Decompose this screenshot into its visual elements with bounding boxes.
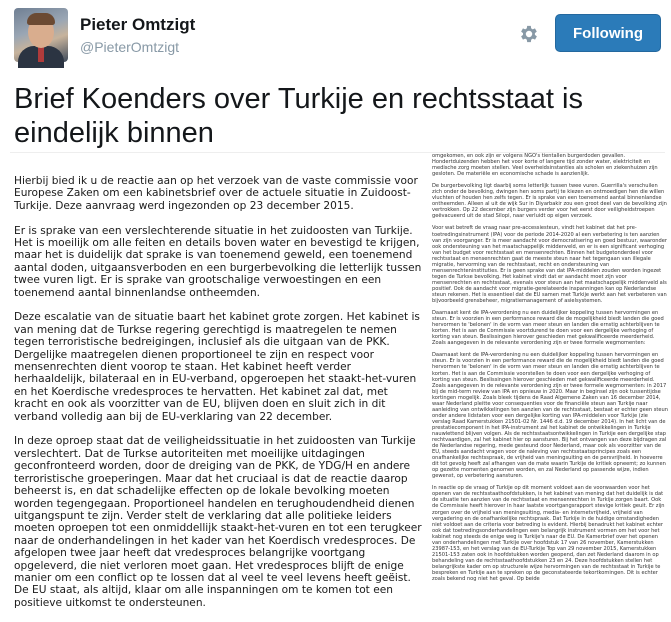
avatar[interactable] bbox=[14, 8, 68, 62]
letter-page-main bbox=[14, 175, 422, 622]
letter-paragraph: Hierbij bied ik u de reactie aan op het verzoek van de vaste commissie voor Europese Zaken om een kabinetsbrief over de actuele situatie in Zuidoost-Turkije. Deze aanvraag werd ingezonden op 23 december 2015. bbox=[14, 175, 418, 212]
letter-page-side bbox=[432, 153, 668, 588]
side-paragraph: Daarnaast kent de IPA-verordening nu een duidelijker koppeling tussen hervormingen en steun. Er is voorzien in een performance reward die de mogelijkheid biedt landen die goed hervormen te 'belonen' in de vorm van meer steun en landen die ernstig achterblijven te korten. Het is aan de Commissie voortdurend te doen voor een dergelijke verhoging of korting van steun. Beslissingen hierover geschieden met gekwalificeerde meerderheid. Zoals aangegeven in de relevante verordening zijn er twee formele wegmomenten: bbox=[432, 310, 664, 347]
gear-icon-svg bbox=[518, 23, 540, 45]
side-paragraph: In reactie op de vraag of Turkije op dit moment voldoet aan de voorwaarden voor het openen van de rechtsstaathoofdstukken, is het kabinet van mening dat het duidelijk is dat de situatie ten aanzien van de rechtsstaat en mensenrechten in Turkije zorgen baart. Ook de Commissie heeft hierover in haar laatste voortgangsrapport stevige kritiek geuit. Er zijn zorgen over de vrijheid van meningsuiting, media- en internetvrijheid, vrijheid van vergadering en de onafhankelijke rechtspraak. Dat Turkije in de huidige omstandigheden niet voldoet aan de criteria voor betreding is evident. Hierbij benadrukt het kabinet echter ook dat toetredingsonderhandelingen een belangrijk instrument vormen om het voor het kabinet nog steeds de enige weg is Turkije's naar de EU. De Kamerbrief over het openen van onderhandelingen met Turkije over hoofdstuk 17 van 26 november, Kamerstukken 23987-153, en het verslag van de EU-Turkije Top van 29 november 2015, Kamerstukken 21501-153 zaten ook in hoofdstukken worden geopend, dan zet Nederland daarom in op behandeling van de rechtsstaathoofdstukken 23 en 24. Deze hoofdstukken stellen het belangrijkste kader om op structurele wijze hervormingen van de rechtsstaat in Turkije te bespreken en Turkije aan te spreken op de geconstateerde tekortkomingen. Dit is echter zoals bekend nog niet het geval. Op beide bbox=[432, 485, 665, 583]
letter-paragraph: Deze escalatie van de situatie baart het kabinet grote zorgen. Het kabinet is van mening dat de Turkse regering gerechtigd is maatregelen te nemen tegen terroristische bedreigingen, inclusief als die uitgaan van de PKK. Dergelijke maatregelen dienen proportioneel te zijn en respect voor mensenrechten dient voorop te staan. Het kabinet heeft verder herhaaldelijk, bilateraal en in EU-verband, opgeroepen het staakt-het-vuren en het Koerdische vredesproces te hervatten. Het kabinet zal dat, met kracht en ook als voorzitter van de EU, blijven doen en sluit zich in dit verband volledig aan bij de EU-verklaring van 22 december. bbox=[14, 311, 420, 423]
avatar-tie bbox=[38, 46, 44, 62]
side-paragraph: omgekomen, en ook zijn er volgens NGO's tientallen burgerdoden gevallen. Hondertduizenden hebben het voor korte of langere tijd zonder water, elektriciteit en medische zorg moeten stellen. Veel overheidsinstanties als scholen en ziekenhuizen zijn gesloten. De materiële en economische schade is aanzienlijk. bbox=[432, 153, 658, 178]
following-button[interactable]: Following bbox=[555, 14, 661, 52]
tweet-header bbox=[14, 8, 661, 64]
letter-paragraph: In deze oproep staat dat de veiligheidssituatie in het zuidoosten van Turkije verslechtert. Dat de Turkse autoriteiten met moeilijke uitdagingen geconfronteerd worden, door de dreiging van de PKK, de YDG/H en andere terroristische groeperingen. Maar dat het cruciaal is dat de reactie daarop beheerst is, en dat schadelijke effecten op de lokale bevolking moeten worden tegengegaan. Proportioneel handelen en terughoudendheid dienen uitgangspunt te zijn. Verder stelt de verklaring dat alle politieke leiders moeten oproepen tot een onmiddellijk staakt-het-vuren en tot een terugkeer naar de onderhandelingen in het kader van het Koerdisch vredesproces. De afgelopen twee jaar heeft dat vredesproces belangrijke voortgang opgeleverd, die niet verloren moet gaan. Het vredesproces blijft de enige manier om een conflict op te lossen dat al veel te veel levens heeft geëist. De EU staat, als altijd, klaar om alle inspanningen om te komen tot een positieve uitkomst te ondersteunen. bbox=[14, 435, 422, 609]
avatar-hair bbox=[27, 13, 55, 25]
side-paragraph: De burgerbevolking ligt daarbij soms letterlijk tussen twee vuren. Guerrilla's verschuilen zich onder de bevolking, dwingen hen soms partij te kiezen en ontmoedigen hen die willen vluchten of houden hen zelfs tegen. Er is sprake van een toenemend aantal binnenlandse ontheemden. Alleen al uit de wijk Sur in Diyarbakir zou een groot deel van de bevolking zijn vertrokken. Op 22 december zijn burgers verder voor het eerst door veiligheidstroepen geëvacueerd uit de stad Silopi, naar verluidt op eigen verzoek. bbox=[432, 183, 667, 220]
side-paragraph: Daarnaast kent de IPA-verordening nu een duidelijker koppeling tussen hervormingen en steun. Er is voorzien in een performance reward die de mogelijkheid biedt landen die goed hervormen te 'belonen' in de vorm van meer steun en landen die ernstig achterblijven te korten. Het is aan de Commissie voorstellen te doen voor een dergelijke verhoging of korting van steun. Beslissingen hierover geschieden met gekwalificeerde meerderheid. Zoals aangegeven in de relevante verordening zijn er twee formele wegmomenten: in 2017 bij de mid-term review van IPA en opnieuw in 2020. Maar in beginsel zijn ook tussentijdse kortingen mogelijk. Zoals bleek tijdens de Raad Algemene Zaken van 16 december 2014, waar Nederland pleitte voor consequenties voor de financiële steun aan Turkije naar aanleiding van ontwikkelingen ten aanzien van de rechtsstaat, bestaat er echter geen steun onder andere lidstaten voor een dergelijke korting van IPA-middelen voor Turkije (zie verslag Raad Kamerstukken 21501-02 Nr. 1446 d.d. 19 december 2014). In het licht van de prestatiecomponent in het IPA-instrument zal het kabinet de ontwikkelingen in Turkije nauwlettend blijven volgen. Als de rechtsstaatsontwikkelingen in Turkije een dergelijke stap rechtvaardigen, zal het kabinet hier op aansturen. Bij het ontvangen van deze bijdragen zal de Nederlandse regering, mede gesteund door Nederland, maar ook als voorzitter van de EU, steeds aandacht vragen voor de naleving van rechtsstaatsprincipes zoals een onafhankelijke rechtsspraak, de vrijheid van meningsuiting en de persvrijheid. In hoeverre dit tot gevolg heeft zal afhangen van de mate waarin Turkije de kritiek opneemt; zo kunnen op gezette momenten genomen worden, en zal Nederland op passende wijze, indien gewenst, op verbetering aansturen. bbox=[432, 352, 668, 480]
tweet-text: Brief Koenders over Turkije en rechtsstaat is eindelijk binnen bbox=[14, 83, 583, 149]
letter-paragraph: Er is sprake van een verslechterende situatie in het zuidoosten van Turkije. Het is moeilijk om alle feiten en details boven water en bevestigd te krijgen, maar het is duidelijk dat sprake is van toenemend geweld, een toenemend aantal doden, uitgaansverboden en een burgerbevolking die letterlijk tussen twee vuren ligt. Er is sprake van grootschalige verwoestingen en een toenemend aantal binnenlandse ontheemden. bbox=[14, 224, 422, 299]
author-name[interactable]: Pieter Omtzigt bbox=[80, 15, 196, 34]
author-handle[interactable]: @PieterOmtzigt bbox=[80, 39, 180, 55]
gear-icon[interactable] bbox=[512, 17, 546, 51]
attached-letter-image[interactable] bbox=[10, 152, 668, 609]
side-paragraph: Voor wat betreft de vraag naar pre-accessiesteun, vindt het kabinet dat het pre-toetredingsinstrument (IPA) voor de periode 2014-2020 al een verbetering is ten aanzien van zijn voorganger. Er is meer aandacht voor democratisering en goed bestuur, waaronder ook ondersteuning van het maatschappelijk middenveld, en er is een significant verhoging van het budget voor rechtsstaat en mensenrechten. Binnen het budgetonderdeel voor rechtsstaat en mensenrechten gaat de meeste steun naar het tegengaan van illegale migratie, hervorming van de rechtsstaat, recht en ondersteuning van mensenrechteninstituties. Er is geen sprake van dat IPA-middelen zouden worden ingezet tegen de Turkse bevolking. Het kabinet vindt dat er aandacht moet zijn voor mensenrechten en rechtsstaat, evenals voor steun aan het maatschappelijk middenveld als positief. Ook de aandacht voor migratie-gerelateerde inspanningen kan op Nederlandse steun rekenen. Het is essentieel dat de EU samen met Turkije werkt aan het verbeteren van bijvoorbeeld grensbeheer, migratiemanagement of asielsystemen. bbox=[432, 225, 667, 305]
